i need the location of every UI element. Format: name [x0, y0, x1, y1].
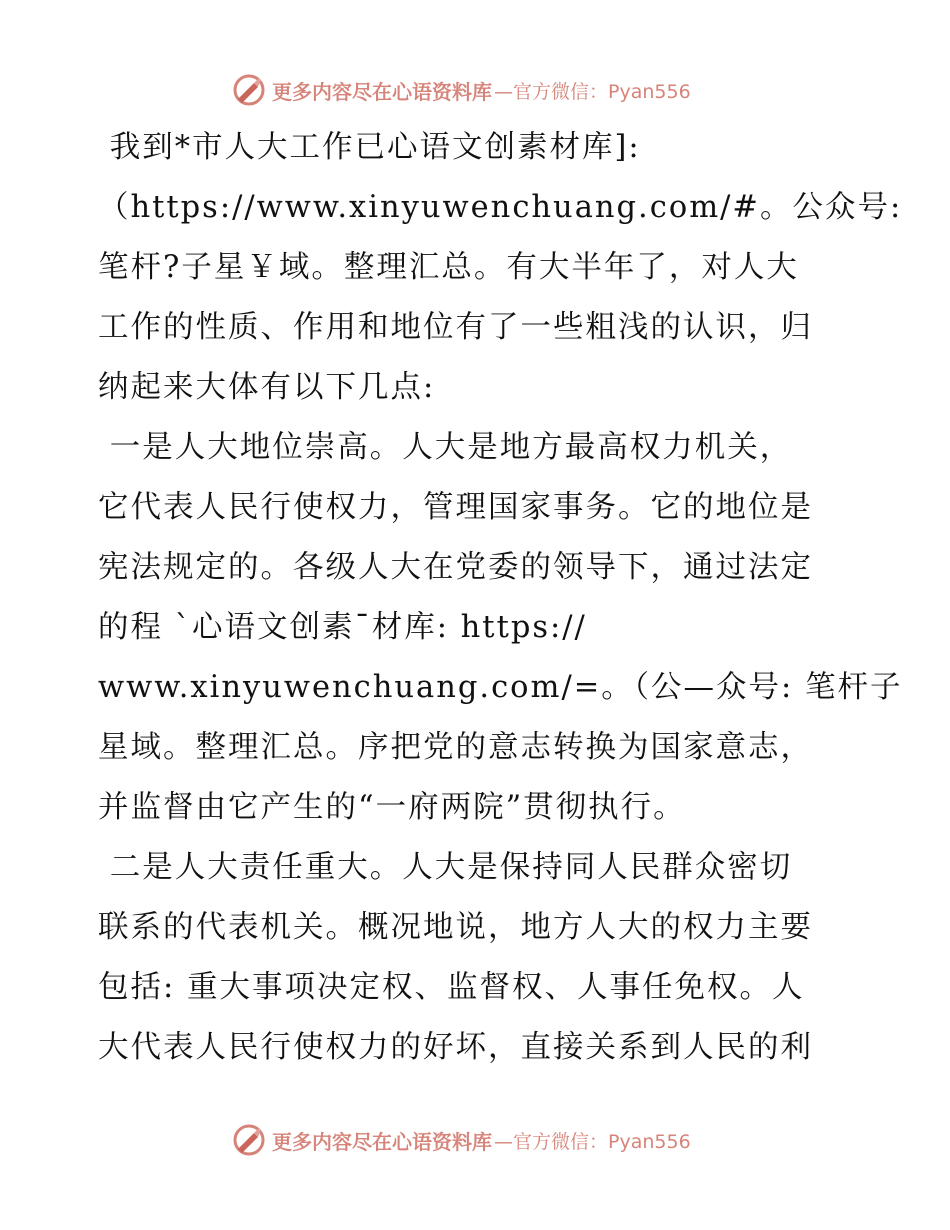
watermark-wechat-text: —官方微信：Pyan556	[494, 80, 691, 103]
pen-logo-icon	[232, 1123, 266, 1157]
watermark-wechat-text: —官方微信：Pyan556	[494, 1130, 691, 1153]
text-line: 一是人大地位崇高。人大是地方最高权力机关，	[98, 430, 793, 465]
text-line: 星域。整理汇总。序把党的意志转换为国家意志，	[98, 730, 813, 765]
text-line: 宪法规定的。各级人大在党委的领导下，通过法定	[98, 550, 813, 585]
pen-logo-icon	[232, 73, 266, 107]
text-line: 笔杆?子星￥域。整理汇总。有大半年了，对人大	[98, 250, 799, 285]
watermark-main-text: 更多内容尽在心语资料库	[272, 1129, 492, 1154]
text-line: 我到*市人大工作已心语文创素材库]:	[98, 130, 641, 165]
header-watermark	[232, 70, 691, 110]
watermark-main-text: 更多内容尽在心语资料库	[272, 79, 492, 104]
text-line: 大代表人民行使权力的好坏，直接关系到人民的利	[98, 1030, 813, 1065]
text-line: （https://www.xinyuwenchuang.com/#。公众号:	[98, 190, 903, 225]
text-line: 它代表人民行使权力，管理国家事务。它的地位是	[98, 490, 813, 525]
text-line: 工作的性质、作用和地位有了一些粗浅的认识，归	[98, 310, 813, 345]
text-line: www.xinyuwenchuang.com/=。（公—众号: 笔杆子	[98, 670, 903, 705]
text-line: 纳起来大体有以下几点:	[98, 370, 436, 405]
text-line: 并监督由它产生的“一府两院”贯彻执行。	[98, 790, 686, 825]
text-line: 二是人大责任重大。人大是保持同人民群众密切	[98, 850, 793, 885]
text-line: 包括: 重大事项决定权、监督权、人事任免权。人	[98, 970, 805, 1005]
text-line: 的程 ˋ心语文创素¯材库: https://	[98, 610, 587, 645]
text-line: 联系的代表机关。概况地说，地方人大的权力主要	[98, 910, 813, 945]
footer-watermark	[232, 1120, 691, 1160]
document-body	[98, 118, 903, 1078]
